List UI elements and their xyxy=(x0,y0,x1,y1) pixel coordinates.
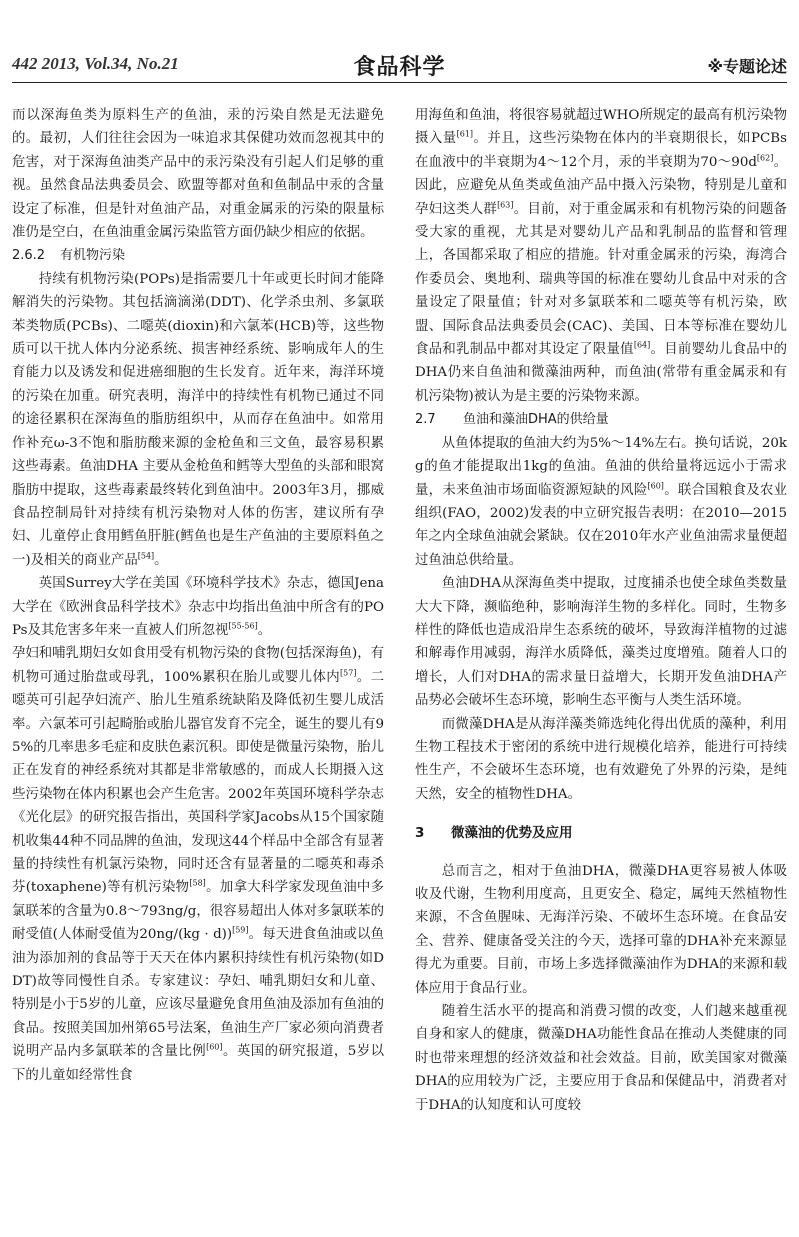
text: 。加拿大科学家发现鱼油中多氯联苯的含量为0.8～793ng/g，很容易超出人体对多氯联苯的耐受值(人体耐受值为20ng/(kg · d)) xyxy=(12,880,384,943)
paragraph: 而微藻DHA是从海洋藻类筛选纯化得出优质的藻种，利用生物工程技术于密闭的系统中进行规模化培养，能进行可持续性生产，不会破坏生态环境，也有效避免了外界的污染，是纯天然，安全的植物性DHA。 xyxy=(415,716,787,802)
left-column xyxy=(12,104,384,1087)
citation: [57] xyxy=(340,668,357,678)
text: 。英国的研究报道，5岁以下的儿童如经常性食 xyxy=(12,1044,384,1083)
text: 。 xyxy=(154,552,168,568)
citation: [55-56] xyxy=(228,621,258,631)
text: 从鱼体提取的鱼油大约为5%～14%左右。换句话说，20kg的鱼才能提取出1kg的鱼油。鱼油的供给量将远远小于需求量，未来鱼油市场面临资源短缺的风险 xyxy=(415,435,787,498)
citation: [59] xyxy=(232,925,249,935)
text: 用海鱼和鱼油，将很容易就超过WHO所规定的最高有机污染物摄入量 xyxy=(415,108,787,147)
text: 英国Surrey大学在美国《环境科学技术》杂志，德国Jena大学在《欧洲食品科学技术》杂志中均指出鱼油中所含有的POPs及其危害多年来一直被人们所忽视 xyxy=(12,576,384,638)
subsection-number: 2.6.2 xyxy=(12,248,46,264)
citation: [58] xyxy=(189,878,206,888)
subsection-number: 2.7 xyxy=(415,412,436,428)
text: 。二噁英可引起孕妇流产、胎儿生殖系统缺陷及降低初生婴儿成活率。六氯苯可引起畸胎或胎儿器官发育不完全，诞生的婴儿有95%的几率患多毛症和皮肤色素沉积。即使是微量污染物，胎儿正在发育的神经系统对其都是非常敏感的，而成人长期摄入这些污染物在体内积累也会产生危害。2002年英国环境科学杂志《光化层》的研究报告指出，英国科学家Jacobs从15个国家随机收集44种不同品牌的鱼油，发现这44个样品中全部含有显著量的持续性有机氯污染物，同时还含有显著量的二噁英和毒杀芬(toxaphene)等有机污染物 xyxy=(12,669,385,896)
paragraph: 总而言之，相对于鱼油DHA，微藻DHA更容易被人体吸收及代谢，生物利用度高，且更安全、稳定，属纯天然植物性来源，不含鱼腥味、无海洋污染、不破坏生态环境。在食品安全、营养、健康备受关注的今天，选择可靠的DHA补充来源显得尤为重要。目前，市场上多选择微藻油作为DHA的来源和载体应用于食品行业。 xyxy=(415,863,787,996)
citation: [63] xyxy=(497,200,514,210)
section-label: ※专题论述 xyxy=(707,57,787,76)
text: 持续有机物污染(POPs)是指需要几十年或更长时间才能降解消失的污染物。其包括滴滴涕(DDT)、化学杀虫剂、多氯联苯类物质(PCBs)、二噁英(dioxin)和六氯苯(HCB)等，这些物质可以干扰人体内分泌系统、损害神经系统、影响成年人的生育能力以及诱发和促进癌细胞的生长发育。近年来，海洋环境的污染在加重。研究表明，海洋中的持续性有机物已通过不同的途径累积在深海鱼的脂肪组织中，从而存在鱼油中。如常用作补充ω-3不饱和脂肪酸来源的金枪鱼和三文鱼，最容易积累这些毒素。鱼油DHA 主要从金枪鱼和鳕等大型鱼的头部和眼窝脂肪中提取，这些毒素最终转化到鱼油中。2003年3月，挪威食品控制局针对持续有机污染物对人体的伤害，建议所有孕妇、儿童停止食用鳕鱼肝脏(鳕鱼也是生产鱼油的主要原料鱼之一)及相关的商业产品 xyxy=(12,271,384,568)
citation: [60] xyxy=(647,481,664,491)
paragraph xyxy=(415,104,787,408)
text: 。因此，应避免从鱼类或鱼油产品中摄入污染物，特别是儿童和孕妇这类人群 xyxy=(415,154,787,217)
text: 。目前婴幼儿食品中的DHA仍来自鱼油和微藻油两种，而鱼油(常带有重金属汞和有机污染物)被认为是主要的污染物来源。 xyxy=(415,342,788,404)
paragraph xyxy=(12,572,384,642)
citation: [62] xyxy=(756,153,774,163)
paragraph xyxy=(12,642,384,1087)
text: 。每天进食鱼油或以鱼油为添加剂的食品等于天天在体内累积持续性有机污染物(如DDT)故等同慢性自杀。专家建议：孕妇、哺乳期妇女和儿童、特别是小于5岁的儿童，应该尽量避免食用鱼油及添加有鱼油的食品。按照美国加州第65号法案，鱼油生产厂家必须向消费者说明产品内多氯联苯的含量比例 xyxy=(12,927,385,1060)
journal-title: 食品科学 xyxy=(353,55,446,80)
section-heading xyxy=(415,822,787,845)
text: 孕妇和哺乳期妇女如食用受有机物污染的食物(包括深海鱼)，有机物可通过胎盘或母乳，100%累积在胎儿或婴儿体内 xyxy=(12,646,384,685)
section-number: 3 xyxy=(415,825,425,842)
paragraph xyxy=(12,268,384,572)
citation: [64] xyxy=(633,340,651,350)
paragraph: 鱼油DHA从深海鱼类中提取，过度捕杀也使全球鱼类数量大大下降，濒临绝种，影响海洋生物的多样化。同时，生物多样性的降低也造成沿岸生态系统的破坏，导致海洋植物的过滤和解毒作用减弱，海洋水质降低，藻类过度增殖。随着人口的增长，人们对DHA的需求量日益增大，长期开发鱼油DHA产品势必会破坏生态环境，影响生态平衡与人类生活环境。 xyxy=(415,576,787,709)
paragraph xyxy=(415,432,787,572)
text: 。目前，对于重金属汞和有机物污染的问题备受大家的重视，尤其是对婴幼儿产品和乳制品的监督和管理上，各国都采取了相应的措施。针对重金属汞的污染，海湾合作委员会、奥地利、瑞典等国的标准在婴幼儿食品中对汞的含量设定了限量值；针对对多氯联苯和二噁英等有机污染，欧盟、国际食品法典委员会(CAC)、美国、日本等标准在婴幼儿食品和乳制品中都对其设定了限量值 xyxy=(415,201,788,358)
paragraph: 而以深海鱼类为原料生产的鱼油，汞的污染自然是无法避免的。最初，人们往往会因为一味追求其保健功效而忽视其中的危害，对于深海鱼油类产品中的汞污染没有引起人们足够的重视。虽然食品法典委员会、欧盟等都对鱼和鱼制品中汞的含量设定了标准，但是针对鱼油产品，对重金属汞的污染的限量标准仍是空白，在鱼油重金属污染监管方面仍缺少相应的依据。 xyxy=(12,108,384,241)
right-column xyxy=(415,104,787,1117)
subsection-title: 有机物污染 xyxy=(60,248,126,264)
running-header xyxy=(12,48,787,83)
citation: [61] xyxy=(456,129,474,139)
citation: [54] xyxy=(137,551,155,561)
text: 。联合国粮食及农业组织(FAO，2002)发表的中立研究报告表明：在2010—2015年之内全球鱼油就会紧缺。仅在2010年水产业鱼油需求量便超过鱼油总供给量。 xyxy=(415,482,788,568)
subsection-heading xyxy=(415,408,787,431)
subsection-title: 鱼油和藻油DHA的供给量 xyxy=(463,412,609,428)
subsection-heading xyxy=(12,244,384,267)
text: 。并且，这些污染物在体内的半衰期很长，如PCBs在血液中的半衰期为4～12个月，汞的半衰期为70～90d xyxy=(415,131,787,170)
page-number-volume: 442 2013, Vol.34, No.21 xyxy=(12,54,179,73)
paragraph: 随着生活水平的提高和消费习惯的改变，人们越来越重视自身和家人的健康，微藻DHA功能性食品在推动人类健康的同时也带来理想的经济效益和社会效益。目前，欧美国家对微藻DHA的应用较为广泛，主要应用于食品和保健品中，消费者对于DHA的认知度和认可度较 xyxy=(415,1004,787,1113)
section-title: 微藻油的优势及应用 xyxy=(451,825,573,842)
text: 。 xyxy=(257,622,272,638)
citation: [60] xyxy=(206,1042,223,1052)
